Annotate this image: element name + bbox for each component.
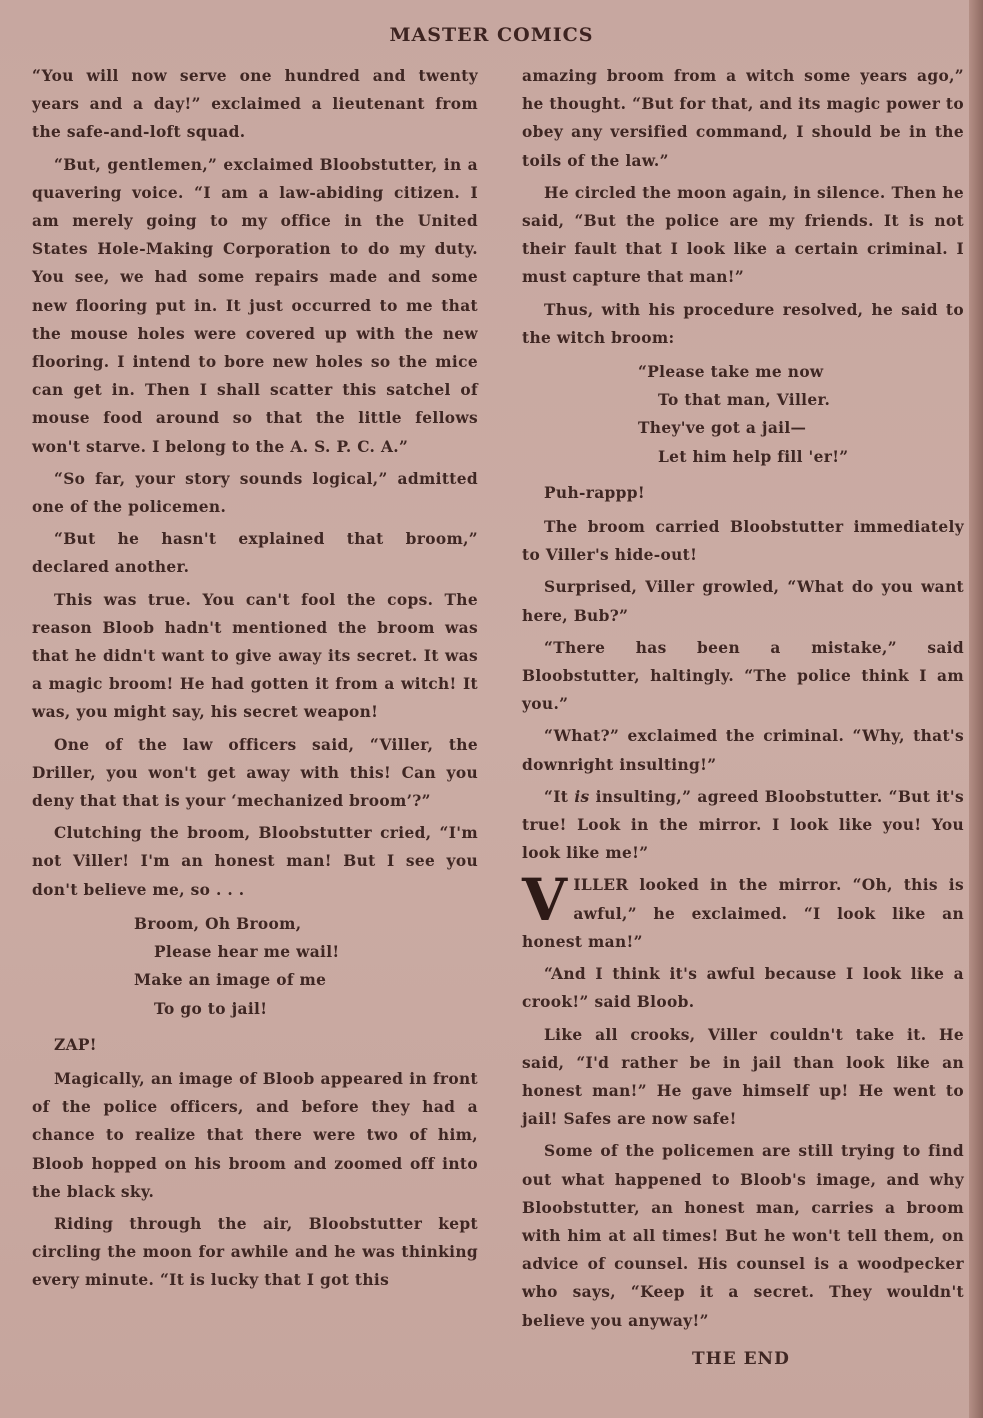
verse <box>32 910 478 1023</box>
paragraph: Clutching the broom, Bloobstutter cried, “I'm not Viller! I'm an honest man! But I see you don't believe me, so . . . <box>32 824 478 899</box>
verse-line: To that man, Viller. <box>658 391 831 410</box>
running-header: MASTER COMICS <box>389 24 594 46</box>
paragraph: “There has been a mistake,” said Bloobstutter, haltingly. “The police think I am you.” <box>522 638 964 714</box>
verse-line: Broom, Oh Broom, <box>134 914 302 933</box>
paragraph: Thus, with his procedure resolved, he said to the witch broom: <box>522 300 964 347</box>
paragraph: amazing broom from a witch some years ago,” he thought. “But for that, and its magic power to obey any versified command, I should be in the toils of the law.” <box>522 67 964 170</box>
text-run: ILLER looked in the mirror. “Oh, this is awful,” he exclaimed. “I look like an honest man!” <box>522 876 964 951</box>
sound-effect: Puh-rappp! <box>544 483 645 502</box>
drop-cap: V <box>522 866 568 935</box>
verse <box>522 358 964 471</box>
paragraph: “You will now serve one hundred and twenty years and a day!” exclaimed a lieutenant from the safe-and-loft squad. <box>32 67 478 142</box>
verse-line: Please hear me wail! <box>154 943 340 962</box>
paragraph: “And I think it's awful because I look like a crook!” said Bloob. <box>522 965 964 1012</box>
paragraph: “But he hasn't explained that broom,” declared another. <box>32 530 478 577</box>
the-end-label: THE END <box>692 1348 790 1369</box>
paragraph: Surprised, Viller growled, “What do you want here, Bub?” <box>522 578 964 625</box>
paragraph: The broom carried Bloobstutter immediately to Viller's hide-out! <box>522 518 964 565</box>
paragraph-with-dropcap <box>522 866 964 956</box>
verse-line: “Please take me now <box>638 363 824 382</box>
paragraph: Riding through the air, Bloobstutter kept circling the moon for awhile and he was thinking every minute. “It is lucky that I got this <box>32 1214 478 1290</box>
paragraph: Magically, an image of Bloob appeared in front of the police officers, and before they had a chance to realize that there were two of him, Bloob hopped on his broom and zoomed off into the black sky. <box>32 1069 478 1201</box>
paragraph: He circled the moon again, in silence. Then he said, “But the police are my friends. It is not their fault that I look like a certain criminal. I must capture that man!” <box>522 183 964 287</box>
paragraph: One of the law officers said, “Viller, the Driller, you won't get away with this! Can you deny that that is your ‘mechanized broom’?” <box>32 735 478 811</box>
paragraph: Some of the policemen are still trying to find out what happened to Bloob's image, and why Bloobstutter, an honest man, carries a broom with him at all times! But he won't tell them, on advice of counsel. His counsel is a woodpecker who says, “Keep it a secret. They wouldn't believe you anyway!” <box>522 1142 964 1330</box>
text-run: “It <box>544 787 575 806</box>
paragraph <box>522 783 964 868</box>
sound-effect: ZAP! <box>54 1035 97 1054</box>
paragraph: “So far, your story sounds logical,” admitted one of the policemen. <box>32 469 478 517</box>
right-column <box>522 62 964 1373</box>
paragraph: This was true. You can't fool the cops. The reason Bloob hadn't mentioned the broom was that he didn't want to give away its secret. It was a magic broom! He had gotten it from a witch! It was, you might say, his secret weapon! <box>32 590 478 722</box>
text-run: insulting,” agreed Bloobstutter. “But it's true! Look in the mirror. I look like you! You look like me!” <box>522 787 964 863</box>
paragraph: Like all crooks, Viller couldn't take it. He said, “I'd rather be in jail than look like an honest man!” He gave himself up! He went to jail! Safes are now safe! <box>522 1025 964 1129</box>
paragraph: “What?” exclaimed the criminal. “Why, that's downright insulting!” <box>522 727 964 774</box>
verse-line: Make an image of me <box>134 971 327 990</box>
verse-line: To go to jail! <box>154 999 268 1018</box>
emphasis: is <box>574 787 590 806</box>
page-edge-shadow <box>969 0 983 1418</box>
left-column <box>32 62 478 1299</box>
paragraph: “But, gentlemen,” exclaimed Bloobstutter, in a quavering voice. “I am a law-abiding citizen. I am merely going to my office in the United States Hole-Making Corporation to do my duty. You see, we had some repairs made and some new flooring put in. It just occurred to me that the mouse holes were covered up with the new flooring. I intend to bore new holes so the mice can get in. Then I shall scatter this satchel of mouse food around so that the little fellows won't starve. I belong to the A. S. P. C. A.” <box>32 155 478 456</box>
verse-line: Let him help fill 'er!” <box>658 447 849 466</box>
verse-line: They've got a jail— <box>638 419 807 438</box>
